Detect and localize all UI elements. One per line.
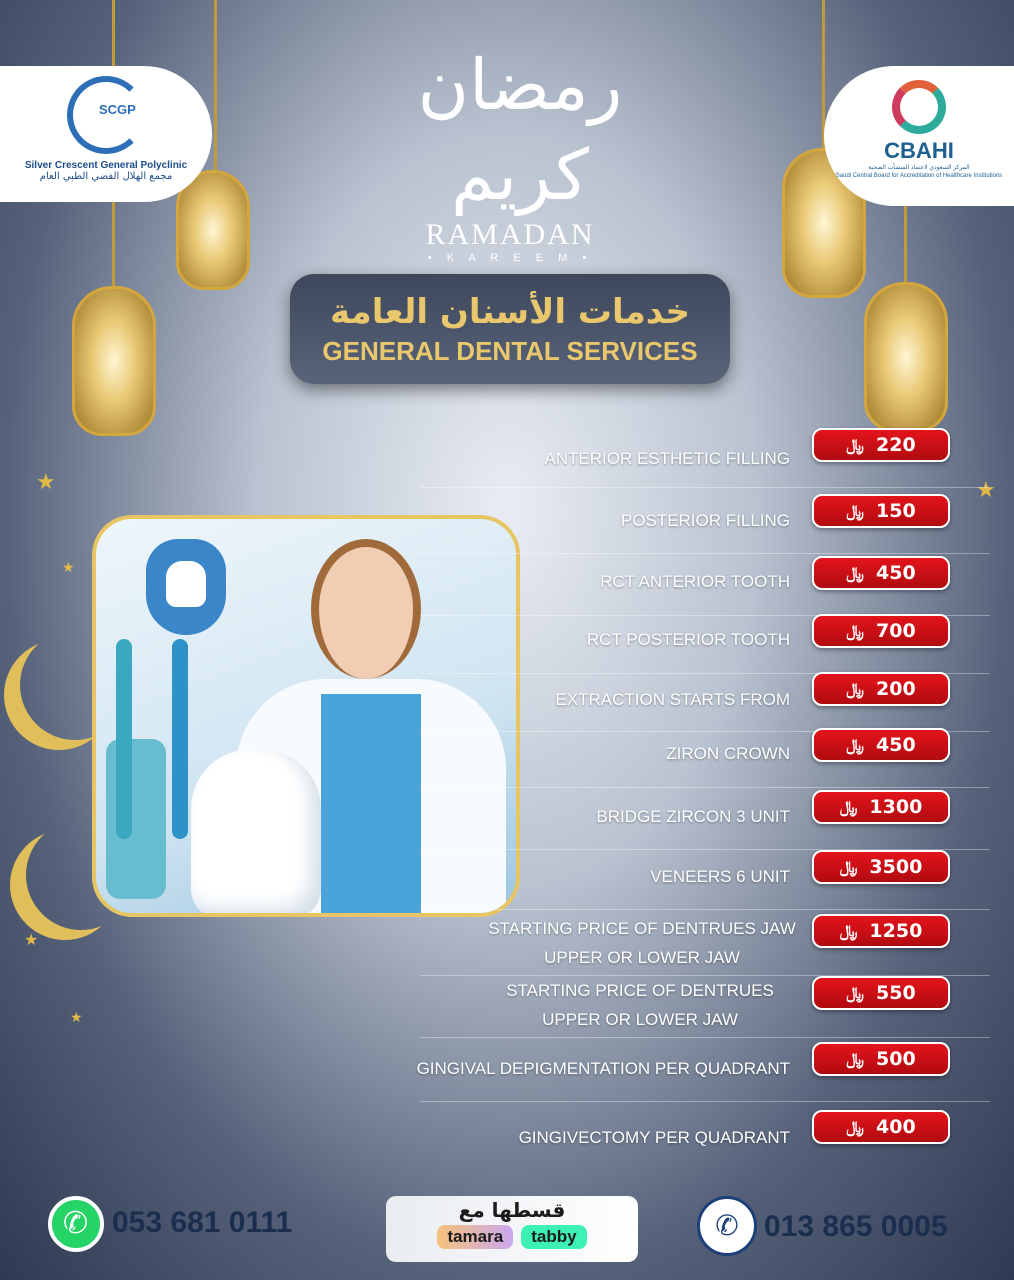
scgp-logo	[0, 66, 212, 202]
service-row	[420, 728, 990, 784]
price-badge	[812, 728, 950, 762]
service-row	[420, 556, 990, 612]
price-value: 1250	[869, 920, 923, 942]
price-value: 150	[876, 500, 916, 522]
service-row	[416, 1042, 990, 1098]
lantern-icon	[176, 170, 250, 290]
toothbrush-icon	[172, 639, 188, 839]
ramadan-kareem-calligraphy: رمضان كريم	[417, 44, 623, 216]
price-badge	[812, 1042, 950, 1076]
riyal-icon: ﷼	[839, 921, 858, 940]
ramadan-text: RAMADAN	[425, 218, 595, 251]
service-row	[420, 672, 990, 728]
riyal-icon: ﷼	[846, 563, 865, 582]
lantern-icon	[864, 282, 948, 432]
services-title-box	[290, 274, 730, 384]
lantern-icon	[72, 286, 156, 436]
price-value: 500	[876, 1048, 916, 1070]
price-badge	[812, 672, 950, 706]
service-name: STARTING PRICE OF DENTRUES UPPER OR LOWER JAW	[506, 981, 774, 1029]
service-name: RCT POSTERIOR TOOTH	[586, 629, 790, 649]
price-badge	[812, 494, 950, 528]
star-icon: ★	[36, 470, 56, 495]
service-name: VENEERS 6 UNIT	[650, 866, 790, 886]
service-name: STARTING PRICE OF DENTRUES JAW UPPER OR LOWER JAW	[488, 919, 796, 967]
service-name: BRIDGE ZIRCON 3 UNIT	[596, 806, 790, 826]
price-badge	[812, 556, 950, 590]
row-divider	[420, 1101, 990, 1102]
service-name: EXTRACTION STARTS FROM	[555, 689, 790, 709]
service-name: GINGIVECTOMY PER QUADRANT	[518, 1127, 790, 1147]
service-row	[420, 1110, 990, 1166]
mouthwash-bottle	[106, 739, 166, 899]
services-title-en: GENERAL DENTAL SERVICES	[322, 336, 698, 366]
price-value: 1300	[869, 796, 923, 818]
clinic-name-en: Silver Crescent General Polyclinic	[24, 160, 188, 171]
riyal-icon: ﷼	[839, 797, 858, 816]
lantern-chain	[214, 0, 217, 174]
clinic-name-ar: مجمع الهلال الفضي الطبي العام	[39, 171, 173, 182]
service-name: ANTERIOR ESTHETIC FILLING	[544, 448, 790, 468]
services-title-ar: خدمات الأسنان العامة	[330, 292, 690, 332]
whatsapp-icon[interactable]	[48, 1196, 104, 1252]
service-row	[420, 614, 990, 670]
service-name: ZIRON CROWN	[666, 743, 790, 763]
tabby-logo: tabby	[521, 1225, 586, 1249]
row-divider	[420, 1037, 990, 1038]
service-row	[420, 494, 990, 550]
cbahi-mark-icon	[892, 80, 946, 134]
service-name: GINGIVAL DEPIGMENTATION PER QUADRANT	[416, 1058, 790, 1078]
tooth-shield-icon	[146, 539, 226, 635]
riyal-icon: ﷼	[846, 1117, 865, 1136]
price-badge	[812, 1110, 950, 1144]
price-badge	[812, 790, 950, 824]
installments-label: قسطها مع	[458, 1198, 566, 1222]
star-icon: ★	[62, 560, 75, 576]
row-divider	[420, 487, 990, 488]
service-row	[420, 850, 990, 906]
price-value: 400	[876, 1116, 916, 1138]
service-row	[420, 976, 990, 1034]
service-name: RCT ANTERIOR TOOTH	[600, 571, 790, 591]
price-badge	[812, 914, 950, 948]
price-value: 550	[876, 982, 916, 1004]
price-value: 700	[876, 620, 916, 642]
star-icon: ★	[976, 478, 996, 503]
riyal-icon: ﷼	[846, 621, 865, 640]
lantern-chain	[904, 200, 907, 286]
price-value: 450	[876, 734, 916, 756]
riyal-icon: ﷼	[846, 679, 865, 698]
price-value: 3500	[869, 856, 923, 878]
installments-box	[386, 1196, 638, 1262]
riyal-icon: ﷼	[846, 1049, 865, 1068]
cbahi-abbr: CBAHI	[884, 138, 954, 163]
service-row	[420, 790, 990, 846]
riyal-icon: ﷼	[846, 435, 865, 454]
toothbrush-icon	[116, 639, 132, 839]
riyal-icon: ﷼	[846, 501, 865, 520]
row-divider	[420, 787, 990, 788]
price-badge	[812, 850, 950, 884]
row-divider	[420, 553, 990, 554]
phone-icon[interactable]: ✆	[697, 1196, 757, 1256]
star-icon: ★	[24, 930, 39, 949]
cbahi-name-en: Saudi Central Board for Accreditation of Healthcare Institutions	[835, 173, 1003, 179]
kareem-text: • K A R E E M •	[427, 252, 593, 264]
cbahi-name-ar: المركز السعودي لاعتماد المنشآت الصحية	[868, 165, 970, 171]
row-divider	[420, 909, 990, 910]
star-icon: ★	[70, 1010, 83, 1026]
service-row	[420, 914, 990, 972]
cbahi-logo	[824, 66, 1014, 206]
tooth-icon	[191, 749, 321, 917]
price-value: 200	[876, 678, 916, 700]
price-badge	[812, 428, 950, 462]
price-value: 450	[876, 562, 916, 584]
riyal-icon: ﷼	[846, 735, 865, 754]
riyal-icon: ﷼	[839, 857, 858, 876]
whatsapp-number[interactable]: 053 681 0111	[112, 1206, 293, 1239]
price-badge	[812, 976, 950, 1010]
tamara-logo: tamara	[437, 1225, 513, 1249]
service-row	[420, 428, 990, 484]
crescent-logo-icon: SCGP	[67, 76, 145, 154]
riyal-icon: ﷼	[846, 983, 865, 1002]
phone-number[interactable]: 013 865 0005	[764, 1210, 948, 1243]
price-value: 220	[876, 434, 916, 456]
service-name: POSTERIOR FILLING	[620, 510, 790, 530]
price-badge	[812, 614, 950, 648]
